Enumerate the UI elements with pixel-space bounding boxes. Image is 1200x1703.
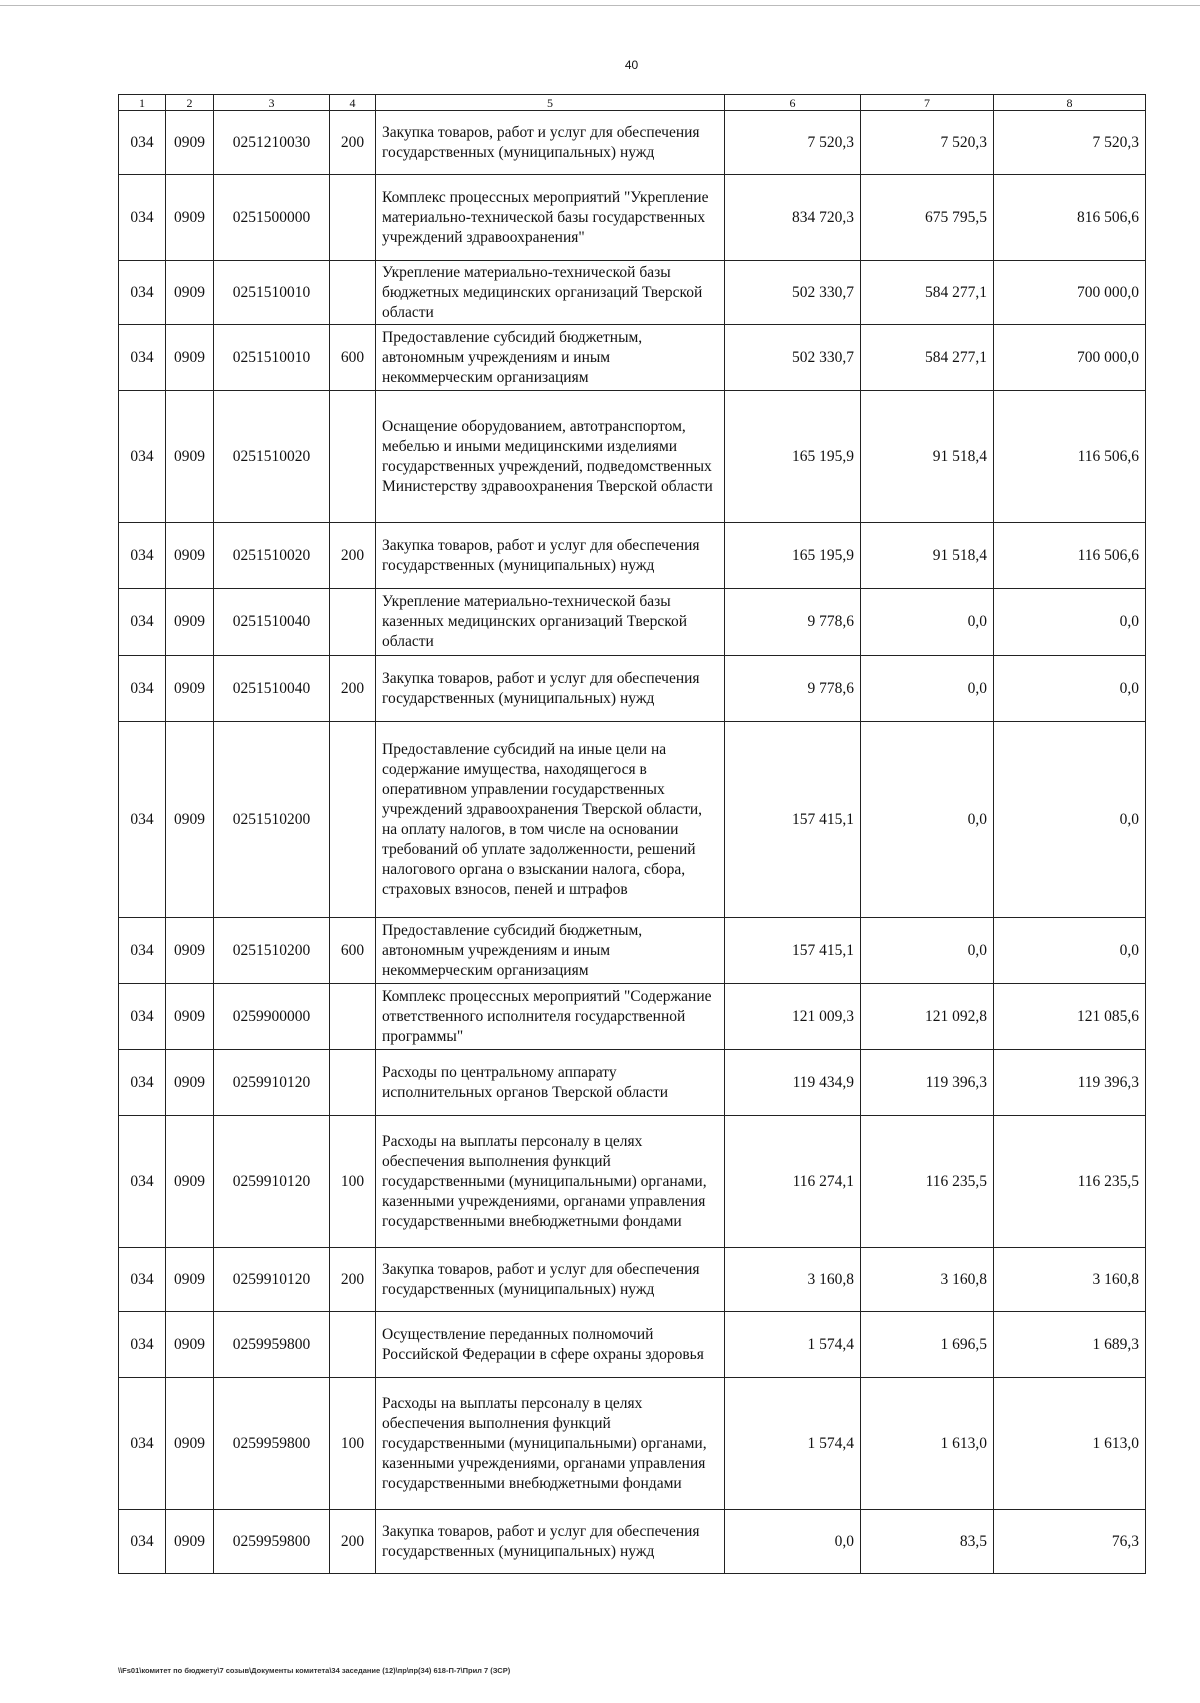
amount-cell: 116 506,6 — [994, 391, 1146, 523]
description-cell: Укрепление материально-технической базы бюджетных медицинских организаций Тверской области — [376, 261, 725, 325]
section-code-cell: 0909 — [166, 325, 214, 391]
section-code-cell: 0909 — [166, 984, 214, 1050]
amount-cell: 675 795,5 — [861, 175, 994, 261]
amount-cell: 1 574,4 — [725, 1312, 861, 1378]
table-row — [119, 589, 1146, 656]
expense-type-cell: 100 — [330, 1116, 376, 1248]
amount-cell: 165 195,9 — [725, 391, 861, 523]
column-header: 4 — [330, 95, 376, 111]
expense-type-cell — [330, 261, 376, 325]
target-article-cell: 0251510010 — [214, 261, 330, 325]
description-cell: Закупка товаров, работ и услуг для обеспечения государственных (муниципальных) нужд — [376, 1510, 725, 1574]
table-row — [119, 722, 1146, 918]
expense-type-cell: 200 — [330, 523, 376, 589]
target-article-cell: 0251510040 — [214, 656, 330, 722]
section-code-cell: 0909 — [166, 1378, 214, 1510]
amount-cell: 700 000,0 — [994, 325, 1146, 391]
amount-cell: 834 720,3 — [725, 175, 861, 261]
admin-code-cell: 034 — [119, 1510, 166, 1574]
budget-table — [118, 94, 1146, 1574]
column-header: 6 — [725, 95, 861, 111]
description-cell: Расходы на выплаты персоналу в целях обеспечения выполнения функций государственными (муниципальными) органами, казенными учреждениями, органами управления государственными внебюджетными фондами — [376, 1378, 725, 1510]
amount-cell: 9 778,6 — [725, 656, 861, 722]
description-cell: Закупка товаров, работ и услуг для обеспечения государственных (муниципальных) нужд — [376, 656, 725, 722]
admin-code-cell: 034 — [119, 391, 166, 523]
target-article-cell: 0259910120 — [214, 1248, 330, 1312]
amount-cell: 3 160,8 — [861, 1248, 994, 1312]
admin-code-cell: 034 — [119, 1116, 166, 1248]
section-code-cell: 0909 — [166, 1116, 214, 1248]
admin-code-cell: 034 — [119, 1312, 166, 1378]
target-article-cell: 0251510020 — [214, 523, 330, 589]
amount-cell: 7 520,3 — [725, 111, 861, 175]
description-cell: Комплекс процессных мероприятий "Содержание ответственного исполнителя государственной программы" — [376, 984, 725, 1050]
section-code-cell: 0909 — [166, 261, 214, 325]
amount-cell: 0,0 — [861, 589, 994, 656]
table-header-row — [119, 95, 1146, 111]
amount-cell: 1 696,5 — [861, 1312, 994, 1378]
target-article-cell: 0251510020 — [214, 391, 330, 523]
amount-cell: 1 574,4 — [725, 1378, 861, 1510]
description-cell: Комплекс процессных мероприятий "Укрепление материально-технической базы государственных учреждений здравоохранения" — [376, 175, 725, 261]
expense-type-cell — [330, 391, 376, 523]
section-code-cell: 0909 — [166, 1248, 214, 1312]
section-code-cell: 0909 — [166, 918, 214, 984]
description-cell: Осуществление переданных полномочий Российской Федерации в сфере охраны здоровья — [376, 1312, 725, 1378]
amount-cell: 157 415,1 — [725, 918, 861, 984]
expense-type-cell — [330, 1050, 376, 1116]
amount-cell: 116 235,5 — [994, 1116, 1146, 1248]
admin-code-cell: 034 — [119, 589, 166, 656]
expense-type-cell — [330, 589, 376, 656]
section-code-cell: 0909 — [166, 1050, 214, 1116]
expense-type-cell: 100 — [330, 1378, 376, 1510]
table-row — [119, 656, 1146, 722]
amount-cell: 119 396,3 — [994, 1050, 1146, 1116]
table-row — [119, 261, 1146, 325]
column-header: 7 — [861, 95, 994, 111]
amount-cell: 1 689,3 — [994, 1312, 1146, 1378]
expense-type-cell — [330, 984, 376, 1050]
description-cell: Предоставление субсидий бюджетным, автономным учреждениям и иным некоммерческим организациям — [376, 325, 725, 391]
admin-code-cell: 034 — [119, 325, 166, 391]
table-row — [119, 1510, 1146, 1574]
admin-code-cell: 034 — [119, 261, 166, 325]
amount-cell: 0,0 — [994, 918, 1146, 984]
amount-cell: 0,0 — [725, 1510, 861, 1574]
amount-cell: 121 009,3 — [725, 984, 861, 1050]
amount-cell: 165 195,9 — [725, 523, 861, 589]
target-article-cell: 0259900000 — [214, 984, 330, 1050]
amount-cell: 119 434,9 — [725, 1050, 861, 1116]
target-article-cell: 0259910120 — [214, 1116, 330, 1248]
expense-type-cell: 200 — [330, 1248, 376, 1312]
admin-code-cell: 034 — [119, 656, 166, 722]
description-cell: Оснащение оборудованием, автотранспортом, мебелью и иными медицинскими изделиями государственных учреждений, подведомственных Министерству здравоохранения Тверской области — [376, 391, 725, 523]
amount-cell: 0,0 — [861, 722, 994, 918]
table-row — [119, 523, 1146, 589]
admin-code-cell: 034 — [119, 523, 166, 589]
table-row — [119, 1378, 1146, 1510]
amount-cell: 502 330,7 — [725, 261, 861, 325]
amount-cell: 1 613,0 — [994, 1378, 1146, 1510]
table-row — [119, 918, 1146, 984]
amount-cell: 7 520,3 — [994, 111, 1146, 175]
description-cell: Расходы по центральному аппарату исполнительных органов Тверской области — [376, 1050, 725, 1116]
description-cell: Укрепление материально-технической базы казенных медицинских организаций Тверской области — [376, 589, 725, 656]
target-article-cell: 0259959800 — [214, 1510, 330, 1574]
section-code-cell: 0909 — [166, 175, 214, 261]
amount-cell: 121 085,6 — [994, 984, 1146, 1050]
amount-cell: 9 778,6 — [725, 589, 861, 656]
amount-cell: 121 092,8 — [861, 984, 994, 1050]
admin-code-cell: 034 — [119, 984, 166, 1050]
target-article-cell: 0259959800 — [214, 1378, 330, 1510]
table-row — [119, 1050, 1146, 1116]
amount-cell: 116 506,6 — [994, 523, 1146, 589]
admin-code-cell: 034 — [119, 722, 166, 918]
column-header: 1 — [119, 95, 166, 111]
expense-type-cell: 600 — [330, 325, 376, 391]
amount-cell: 0,0 — [994, 589, 1146, 656]
target-article-cell: 0251510200 — [214, 722, 330, 918]
column-header: 3 — [214, 95, 330, 111]
amount-cell: 0,0 — [994, 722, 1146, 918]
target-article-cell: 0251510200 — [214, 918, 330, 984]
expense-type-cell: 200 — [330, 656, 376, 722]
amount-cell: 116 274,1 — [725, 1116, 861, 1248]
amount-cell: 700 000,0 — [994, 261, 1146, 325]
target-article-cell: 0259910120 — [214, 1050, 330, 1116]
expense-type-cell: 200 — [330, 1510, 376, 1574]
section-code-cell: 0909 — [166, 1510, 214, 1574]
description-cell: Закупка товаров, работ и услуг для обеспечения государственных (муниципальных) нужд — [376, 1248, 725, 1312]
section-code-cell: 0909 — [166, 1312, 214, 1378]
amount-cell: 3 160,8 — [994, 1248, 1146, 1312]
section-code-cell: 0909 — [166, 391, 214, 523]
table-row — [119, 325, 1146, 391]
amount-cell: 0,0 — [994, 656, 1146, 722]
expense-type-cell — [330, 722, 376, 918]
amount-cell: 116 235,5 — [861, 1116, 994, 1248]
section-code-cell: 0909 — [166, 523, 214, 589]
table-row — [119, 984, 1146, 1050]
admin-code-cell: 034 — [119, 918, 166, 984]
amount-cell: 157 415,1 — [725, 722, 861, 918]
amount-cell: 83,5 — [861, 1510, 994, 1574]
target-article-cell: 0251210030 — [214, 111, 330, 175]
table-row — [119, 1248, 1146, 1312]
section-code-cell: 0909 — [166, 111, 214, 175]
file-path-footer: \\Fs01\комитет по бюджету\7 созыв\Документы комитета\34 заседание (12)\пр\пр(34) 618-П-7\Прил 7 (ЗСР) — [118, 1666, 511, 1675]
admin-code-cell: 034 — [119, 111, 166, 175]
amount-cell: 816 506,6 — [994, 175, 1146, 261]
table-row — [119, 391, 1146, 523]
target-article-cell: 0259959800 — [214, 1312, 330, 1378]
target-article-cell: 0251510010 — [214, 325, 330, 391]
table-row — [119, 111, 1146, 175]
column-header: 8 — [994, 95, 1146, 111]
amount-cell: 0,0 — [861, 656, 994, 722]
expense-type-cell — [330, 1312, 376, 1378]
section-code-cell: 0909 — [166, 722, 214, 918]
amount-cell: 584 277,1 — [861, 325, 994, 391]
admin-code-cell: 034 — [119, 1378, 166, 1510]
expense-type-cell — [330, 175, 376, 261]
description-cell: Расходы на выплаты персоналу в целях обеспечения выполнения функций государственными (муниципальными) органами, казенными учреждениями, органами управления государственными внебюджетными фондами — [376, 1116, 725, 1248]
column-header: 2 — [166, 95, 214, 111]
table-row — [119, 1312, 1146, 1378]
table-row — [119, 1116, 1146, 1248]
amount-cell: 584 277,1 — [861, 261, 994, 325]
amount-cell: 1 613,0 — [861, 1378, 994, 1510]
amount-cell: 91 518,4 — [861, 523, 994, 589]
description-cell: Предоставление субсидий бюджетным, автономным учреждениям и иным некоммерческим организациям — [376, 918, 725, 984]
target-article-cell: 0251500000 — [214, 175, 330, 261]
admin-code-cell: 034 — [119, 175, 166, 261]
amount-cell: 119 396,3 — [861, 1050, 994, 1116]
description-cell: Предоставление субсидий на иные цели на содержание имущества, находящегося в оперативном управлении государственных учреждений здравоохранения Тверской области, на оплату налогов, в том числе на основании требований об уплате задолженности, решений налогового органа о взыскании налога, сбора, страховых взносов, пеней и штрафов — [376, 722, 725, 918]
table-row — [119, 175, 1146, 261]
amount-cell: 502 330,7 — [725, 325, 861, 391]
amount-cell: 0,0 — [861, 918, 994, 984]
description-cell: Закупка товаров, работ и услуг для обеспечения государственных (муниципальных) нужд — [376, 523, 725, 589]
expense-type-cell: 600 — [330, 918, 376, 984]
description-cell: Закупка товаров, работ и услуг для обеспечения государственных (муниципальных) нужд — [376, 111, 725, 175]
admin-code-cell: 034 — [119, 1248, 166, 1312]
page-number: 40 — [624, 58, 639, 72]
amount-cell: 76,3 — [994, 1510, 1146, 1574]
column-header: 5 — [376, 95, 725, 111]
target-article-cell: 0251510040 — [214, 589, 330, 656]
scan-top-edge — [0, 5, 1200, 6]
amount-cell: 91 518,4 — [861, 391, 994, 523]
admin-code-cell: 034 — [119, 1050, 166, 1116]
amount-cell: 3 160,8 — [725, 1248, 861, 1312]
expense-type-cell: 200 — [330, 111, 376, 175]
section-code-cell: 0909 — [166, 589, 214, 656]
amount-cell: 7 520,3 — [861, 111, 994, 175]
section-code-cell: 0909 — [166, 656, 214, 722]
